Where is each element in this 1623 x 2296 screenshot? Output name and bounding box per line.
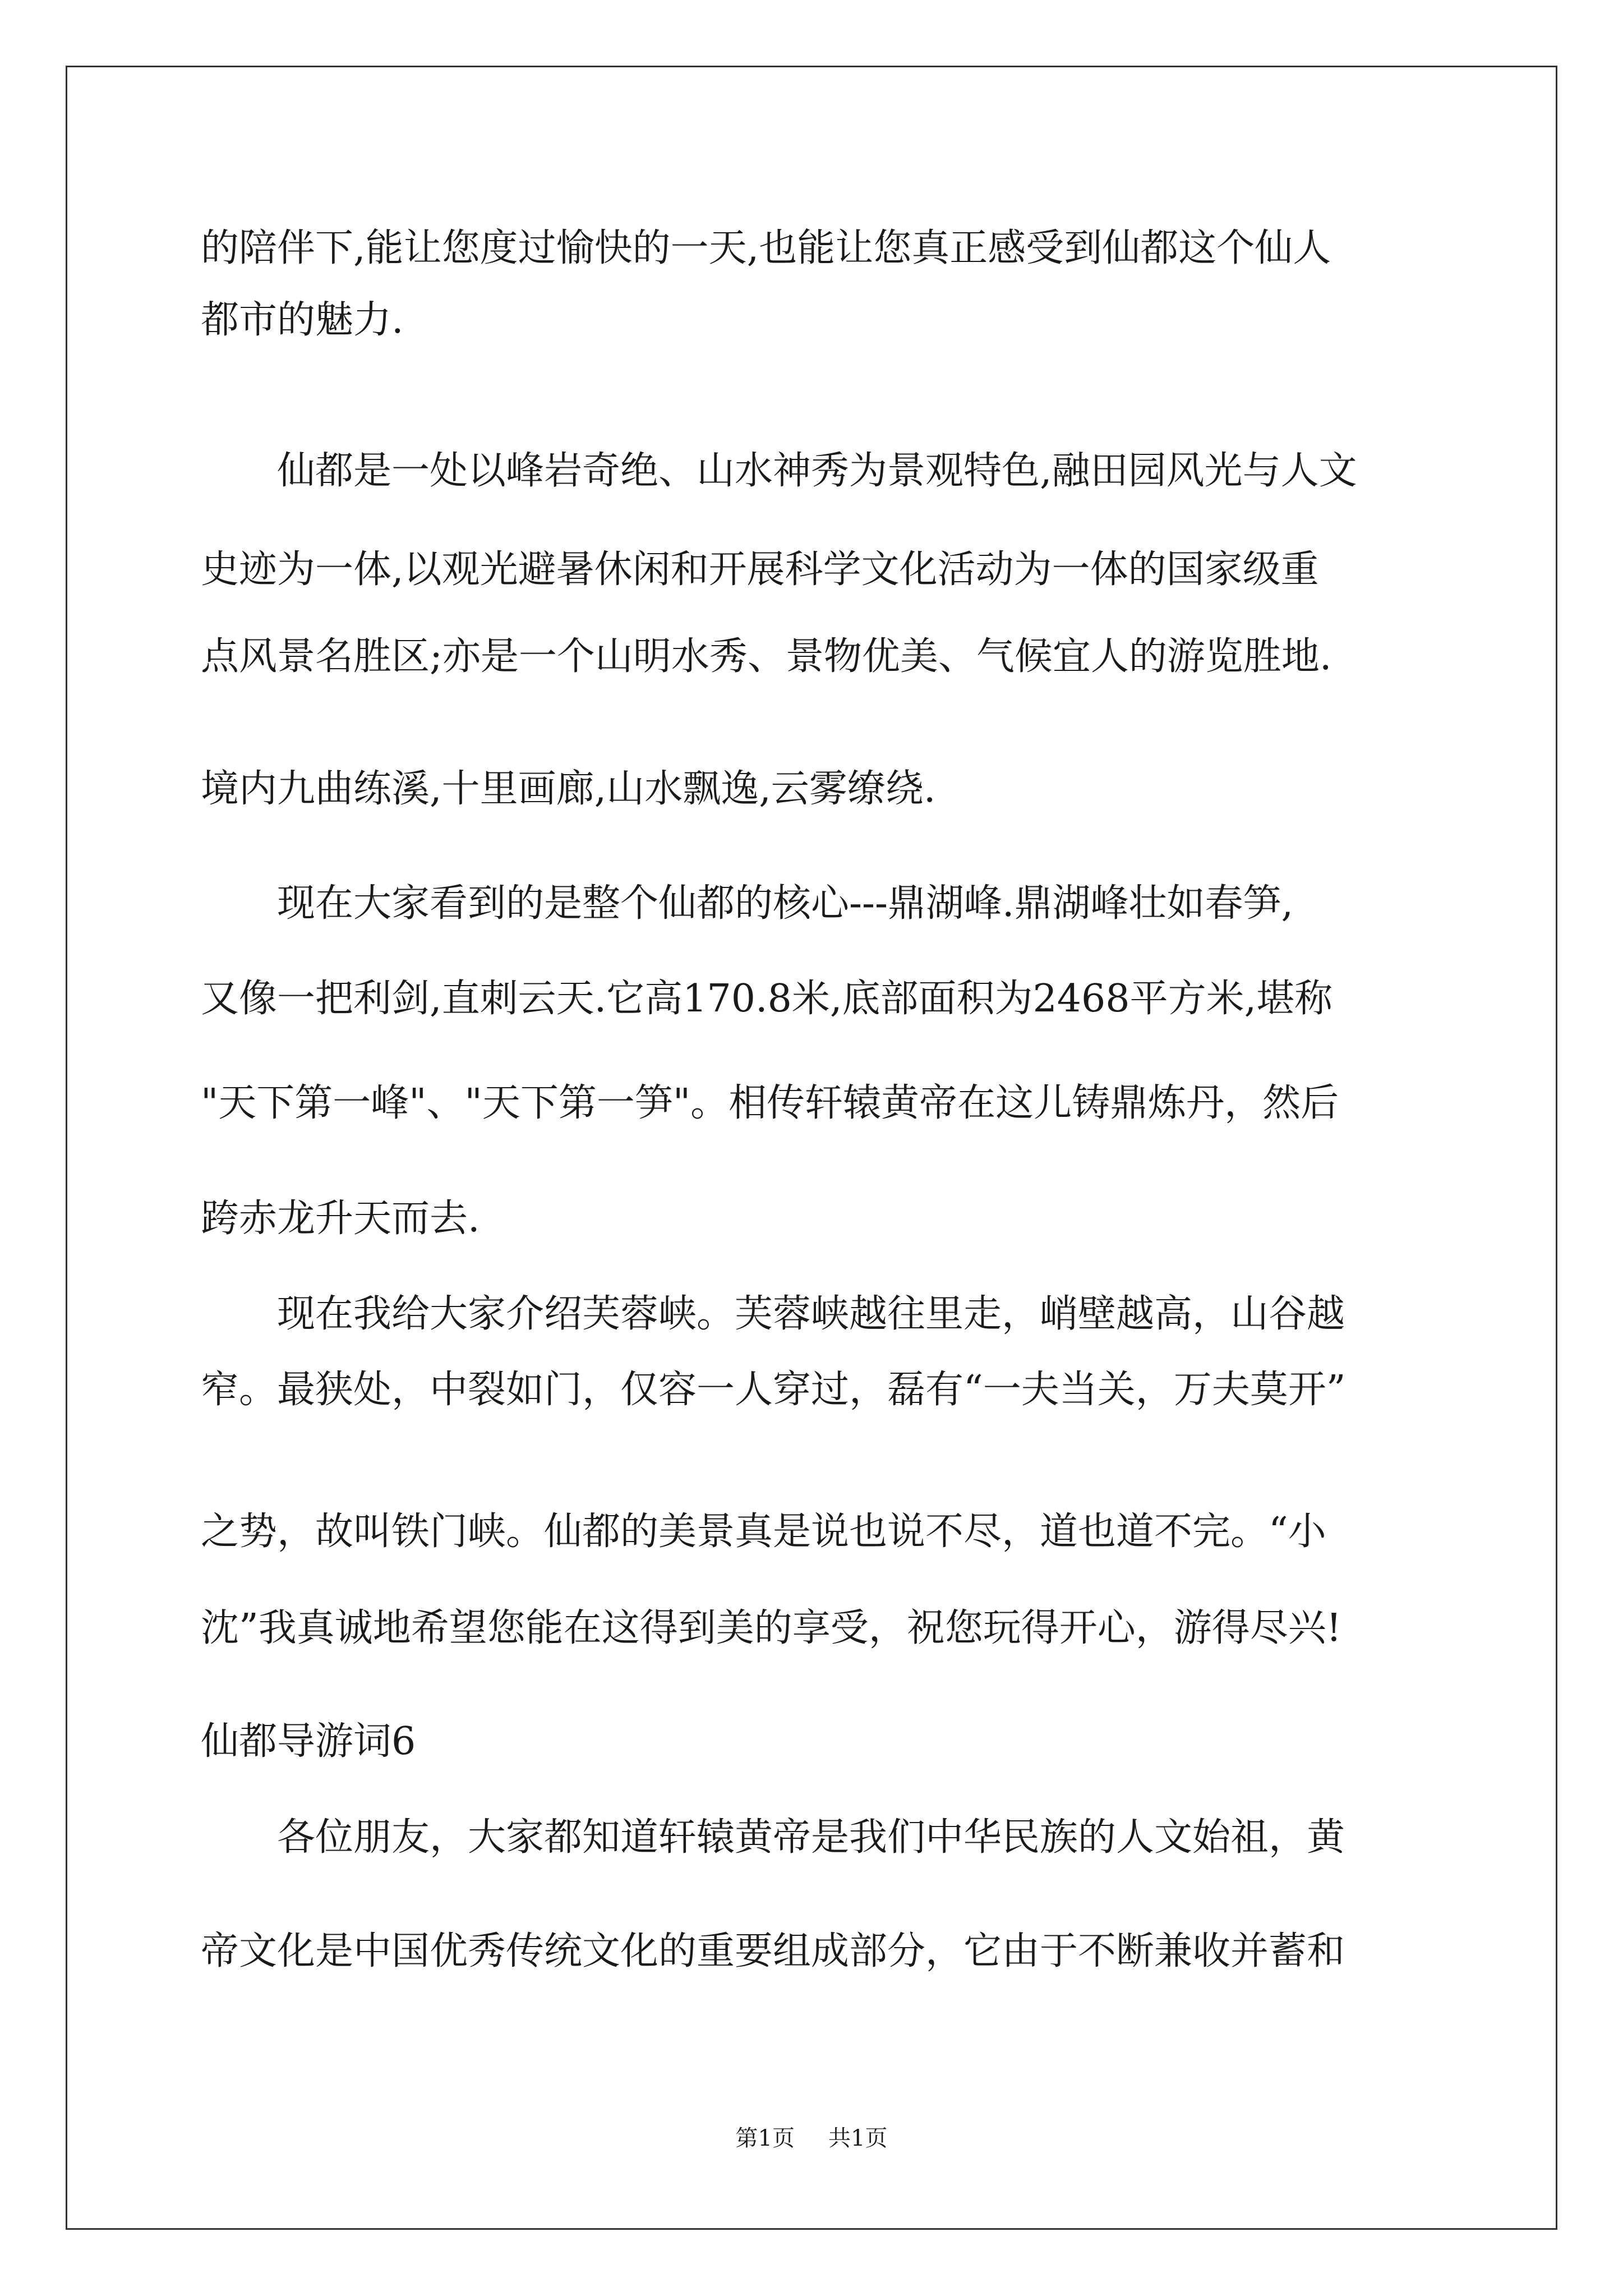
text-line: "天下第一峰"、"天下第一笋"。相传轩辕黄帝在这儿铸鼎炼丹，然后	[201, 1081, 1339, 1125]
text-line: 之势，故叫铁门峡。仙都的美景真是说也说不尽，道也道不完。“小	[201, 1510, 1326, 1554]
text-line: 点风景名胜区;亦是一个山明水秀、景物优美、气候宜人的游览胜地.	[201, 634, 1332, 679]
section-heading: 仙都导游词6	[201, 1719, 416, 1764]
text-line: 帝文化是中国优秀传统文化的重要组成部分，它由于不断兼收并蓄和	[201, 1929, 1345, 1973]
text-line: 现在大家看到的是整个仙都的核心---鼎湖峰.鼎湖峰壮如春笋,	[201, 881, 1294, 926]
text-line: 现在我给大家介绍芙蓉峡。芙蓉峡越往里走，峭壁越高，山谷越	[201, 1292, 1345, 1336]
text-line: 史迹为一体,以观光避暑休闲和开展科学文化活动为一体的国家级重	[201, 547, 1319, 592]
text-line: 各位朋友，大家都知道轩辕黄帝是我们中华民族的人文始祖，黄	[201, 1815, 1345, 1860]
text-line: 跨赤龙升天而去.	[201, 1197, 480, 1241]
text-line: 都市的魅力.	[201, 298, 404, 342]
text-line: 沈”我真诚地希望您能在这得到美的享受，祝您玩得开心，游得尽兴!	[201, 1606, 1342, 1650]
page-total: 共1页	[828, 2125, 888, 2151]
page-border	[66, 66, 1557, 2230]
text-line: 窄。最狭处，中裂如门，仅容一人穿过，磊有“一夫当关，万夫莫开”	[201, 1368, 1346, 1412]
page-footer	[0, 2127, 1623, 2150]
text-line: 仙都是一处以峰岩奇绝、山水神秀为景观特色,融田园风光与人文	[201, 449, 1357, 493]
text-line: 境内九曲练溪,十里画廊,山水飘逸,云雾缭绕.	[201, 767, 936, 811]
page-number: 第1页	[735, 2125, 795, 2151]
text-line: 又像一把利剑,直刺云天.它高170.8米,底部面积为2468平方米,堪称	[201, 977, 1333, 1021]
text-line: 的陪伴下,能让您度过愉快的一天,也能让您真正感受到仙都这个仙人	[201, 226, 1331, 270]
